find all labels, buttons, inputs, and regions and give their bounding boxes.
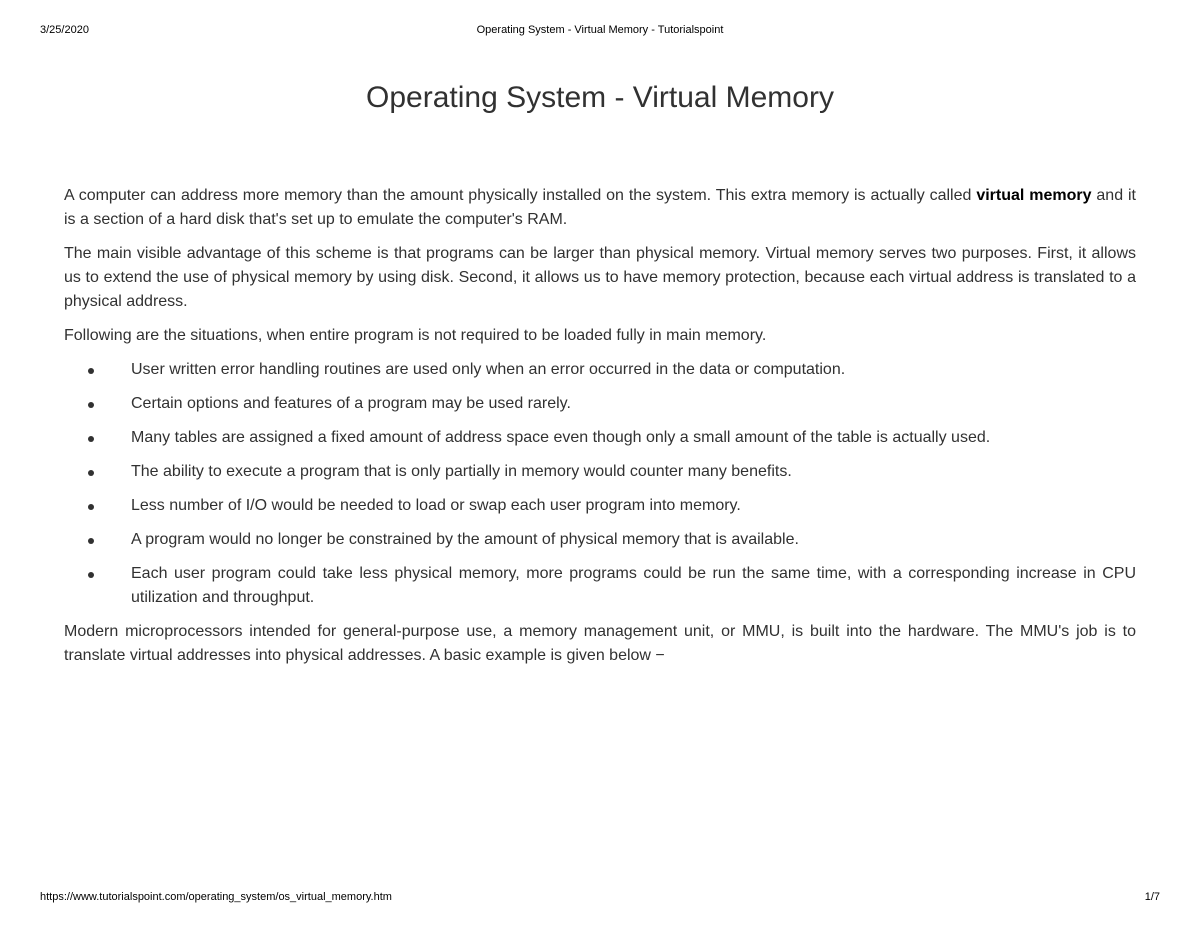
bullet-icon: [88, 538, 94, 544]
intro-paragraph: [64, 184, 1136, 232]
print-footer: [40, 891, 1160, 905]
bullet-icon: [88, 402, 94, 408]
list-item-text: The ability to execute a program that is only partially in memory would counter many benefits.: [131, 463, 792, 480]
situations-intro-paragraph: Following are the situations, when entire program is not required to be loaded fully in main memory.: [64, 327, 767, 344]
bullet-icon: [88, 436, 94, 442]
intro-text-after: and it is a section of a hard disk that's set up to emulate the computer's RAM.: [64, 187, 1136, 228]
virtual-memory-term: virtual memory: [976, 187, 1092, 204]
list-item: [64, 460, 1136, 484]
bullet-icon: [88, 504, 94, 510]
bullet-icon: [88, 368, 94, 374]
list-item-text: Certain options and features of a program may be used rarely.: [131, 395, 571, 412]
intro-text-before: A computer can address more memory than the amount physically installed on the system. This extra memory is actually called: [64, 187, 977, 204]
list-item: [64, 426, 1136, 450]
list-item: [64, 562, 1136, 610]
print-document-title: Operating System - Virtual Memory - Tutorialspoint: [476, 24, 724, 36]
situations-list: [64, 358, 1136, 610]
list-item-text: Each user program could take less physical memory, more programs could be run the same time, with a corresponding increase in CPU utilization and throughput.: [131, 565, 1136, 606]
list-item-text: Less number of I/O would be needed to load or swap each user program into memory.: [131, 497, 741, 514]
mmu-paragraph: Modern microprocessors intended for general-purpose use, a memory management unit, or MMU, is built into the hardware. The MMU's job is to translate virtual addresses into physical addresses. A basic example is given below −: [64, 623, 1136, 664]
print-url: https://www.tutorialspoint.com/operating_system/os_virtual_memory.htm: [40, 891, 392, 903]
list-item: [64, 528, 1136, 552]
list-item: [64, 494, 1136, 518]
list-item: [64, 392, 1136, 416]
list-item-text: A program would no longer be constrained by the amount of physical memory that is available.: [131, 531, 799, 548]
list-item-text: Many tables are assigned a fixed amount of address space even though only a small amount of the table is actually used.: [131, 429, 991, 446]
page-title: Operating System - Virtual Memory: [366, 81, 834, 114]
bullet-icon: [88, 572, 94, 578]
list-item: [64, 358, 1136, 382]
list-item-text: User written error handling routines are used only when an error occurred in the data or computation.: [131, 361, 846, 378]
print-date: 3/25/2020: [40, 24, 89, 36]
bullet-icon: [88, 470, 94, 476]
print-header: [40, 24, 1160, 38]
advantage-paragraph: The main visible advantage of this scheme is that programs can be larger than physical memory. Virtual memory serves two purposes. First, it allows us to extend the use of physical memory by using disk. Second, it allows us to have memory protection, because each virtual address is translated to a physical address.: [64, 245, 1136, 310]
article-body: [64, 184, 1136, 678]
page-number: 1/7: [1144, 891, 1160, 903]
